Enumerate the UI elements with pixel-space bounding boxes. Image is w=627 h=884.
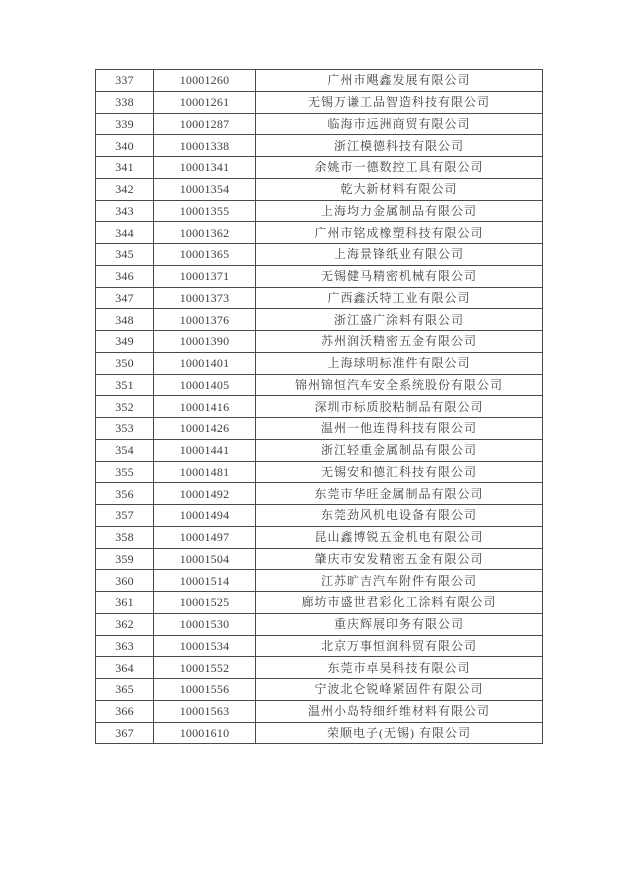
company-id-cell: 10001530 [154,613,256,635]
table-row [96,526,543,548]
company-name-cell: 临海市远洲商贸有限公司 [256,113,543,135]
table-row [96,613,543,635]
company-id-cell: 10001354 [154,178,256,200]
company-id-cell: 10001610 [154,722,256,744]
company-name-cell: 锦州锦恒汽车安全系统股份有限公司 [256,374,543,396]
company-name-cell: 温州小岛特细纤维材料有限公司 [256,700,543,722]
serial-number-cell: 357 [96,505,154,527]
table-row [96,309,543,331]
table-row [96,700,543,722]
serial-number-cell: 355 [96,461,154,483]
company-id-cell: 10001514 [154,570,256,592]
serial-number-cell: 362 [96,613,154,635]
company-name-cell: 温州一他连得科技有限公司 [256,418,543,440]
serial-number-cell: 364 [96,657,154,679]
company-name-cell: 江苏旷吉汽车附件有限公司 [256,570,543,592]
table-row [96,592,543,614]
company-id-cell: 10001556 [154,679,256,701]
company-name-cell: 上海球明标准件有限公司 [256,352,543,374]
company-id-cell: 10001504 [154,548,256,570]
table-row [96,265,543,287]
company-name-cell: 上海均力金属制品有限公司 [256,200,543,222]
company-name-cell: 乾大新材料有限公司 [256,178,543,200]
table-row [96,91,543,113]
company-id-cell: 10001376 [154,309,256,331]
company-name-cell: 无锡安和德汇科技有限公司 [256,461,543,483]
company-id-cell: 10001261 [154,91,256,113]
company-id-cell: 10001401 [154,352,256,374]
serial-number-cell: 353 [96,418,154,440]
company-id-cell: 10001405 [154,374,256,396]
company-id-cell: 10001260 [154,70,256,92]
serial-number-cell: 339 [96,113,154,135]
company-name-cell: 无锡万谦工品智造科技有限公司 [256,91,543,113]
company-table [95,69,543,744]
company-name-cell: 北京万事恒润科贸有限公司 [256,635,543,657]
company-name-cell: 廊坊市盛世君彩化工涂料有限公司 [256,592,543,614]
table-row [96,135,543,157]
company-name-cell: 昆山鑫博锐五金机电有限公司 [256,526,543,548]
serial-number-cell: 341 [96,157,154,179]
company-id-cell: 10001390 [154,331,256,353]
company-id-cell: 10001341 [154,157,256,179]
company-name-cell: 广西鑫沃特工业有限公司 [256,287,543,309]
company-id-cell: 10001362 [154,222,256,244]
company-id-cell: 10001481 [154,461,256,483]
table-row [96,483,543,505]
company-id-cell: 10001497 [154,526,256,548]
table-row [96,548,543,570]
company-table-body [96,70,543,744]
serial-number-cell: 361 [96,592,154,614]
serial-number-cell: 349 [96,331,154,353]
company-name-cell: 浙江轻重金属制品有限公司 [256,439,543,461]
company-name-cell: 广州市铭成橡塑科技有限公司 [256,222,543,244]
company-name-cell: 东莞市卓昊科技有限公司 [256,657,543,679]
company-id-cell: 10001563 [154,700,256,722]
company-name-cell: 余姚市一德数控工具有限公司 [256,157,543,179]
serial-number-cell: 347 [96,287,154,309]
company-name-cell: 深圳市标质胶粘制品有限公司 [256,396,543,418]
company-name-cell: 浙江盛广涂料有限公司 [256,309,543,331]
table-row [96,505,543,527]
company-id-cell: 10001287 [154,113,256,135]
serial-number-cell: 356 [96,483,154,505]
serial-number-cell: 350 [96,352,154,374]
table-row [96,374,543,396]
serial-number-cell: 358 [96,526,154,548]
company-name-cell: 荣顺电子(无锡) 有限公司 [256,722,543,744]
serial-number-cell: 367 [96,722,154,744]
company-id-cell: 10001552 [154,657,256,679]
serial-number-cell: 340 [96,135,154,157]
company-id-cell: 10001494 [154,505,256,527]
company-name-cell: 浙江模德科技有限公司 [256,135,543,157]
table-row [96,461,543,483]
table-row [96,157,543,179]
table-row [96,570,543,592]
table-row [96,222,543,244]
serial-number-cell: 360 [96,570,154,592]
serial-number-cell: 351 [96,374,154,396]
company-name-cell: 东莞市华旺金属制品有限公司 [256,483,543,505]
company-id-cell: 10001365 [154,244,256,266]
table-row [96,331,543,353]
company-id-cell: 10001416 [154,396,256,418]
serial-number-cell: 338 [96,91,154,113]
company-id-cell: 10001338 [154,135,256,157]
company-id-cell: 10001355 [154,200,256,222]
company-id-cell: 10001426 [154,418,256,440]
table-row [96,418,543,440]
serial-number-cell: 348 [96,309,154,331]
serial-number-cell: 343 [96,200,154,222]
company-id-cell: 10001441 [154,439,256,461]
company-id-cell: 10001492 [154,483,256,505]
company-name-cell: 广州市飓鑫发展有限公司 [256,70,543,92]
company-id-cell: 10001373 [154,287,256,309]
table-row [96,352,543,374]
company-name-cell: 上海景锋纸业有限公司 [256,244,543,266]
serial-number-cell: 337 [96,70,154,92]
table-row [96,244,543,266]
serial-number-cell: 352 [96,396,154,418]
serial-number-cell: 345 [96,244,154,266]
serial-number-cell: 365 [96,679,154,701]
table-row [96,200,543,222]
table-row [96,657,543,679]
table-row [96,439,543,461]
table-row [96,396,543,418]
serial-number-cell: 359 [96,548,154,570]
company-name-cell: 宁波北仑锐峰紧固件有限公司 [256,679,543,701]
company-id-cell: 10001534 [154,635,256,657]
company-id-cell: 10001371 [154,265,256,287]
company-name-cell: 东莞劲风机电设备有限公司 [256,505,543,527]
company-name-cell: 无锡健马精密机械有限公司 [256,265,543,287]
serial-number-cell: 366 [96,700,154,722]
table-row [96,635,543,657]
serial-number-cell: 354 [96,439,154,461]
table-row [96,679,543,701]
table-row [96,178,543,200]
table-row [96,722,543,744]
table-row [96,70,543,92]
serial-number-cell: 344 [96,222,154,244]
table-row [96,287,543,309]
serial-number-cell: 342 [96,178,154,200]
serial-number-cell: 346 [96,265,154,287]
table-row [96,113,543,135]
company-name-cell: 肇庆市安发精密五金有限公司 [256,548,543,570]
serial-number-cell: 363 [96,635,154,657]
company-name-cell: 苏州润沃精密五金有限公司 [256,331,543,353]
company-id-cell: 10001525 [154,592,256,614]
company-name-cell: 重庆辉展印务有限公司 [256,613,543,635]
